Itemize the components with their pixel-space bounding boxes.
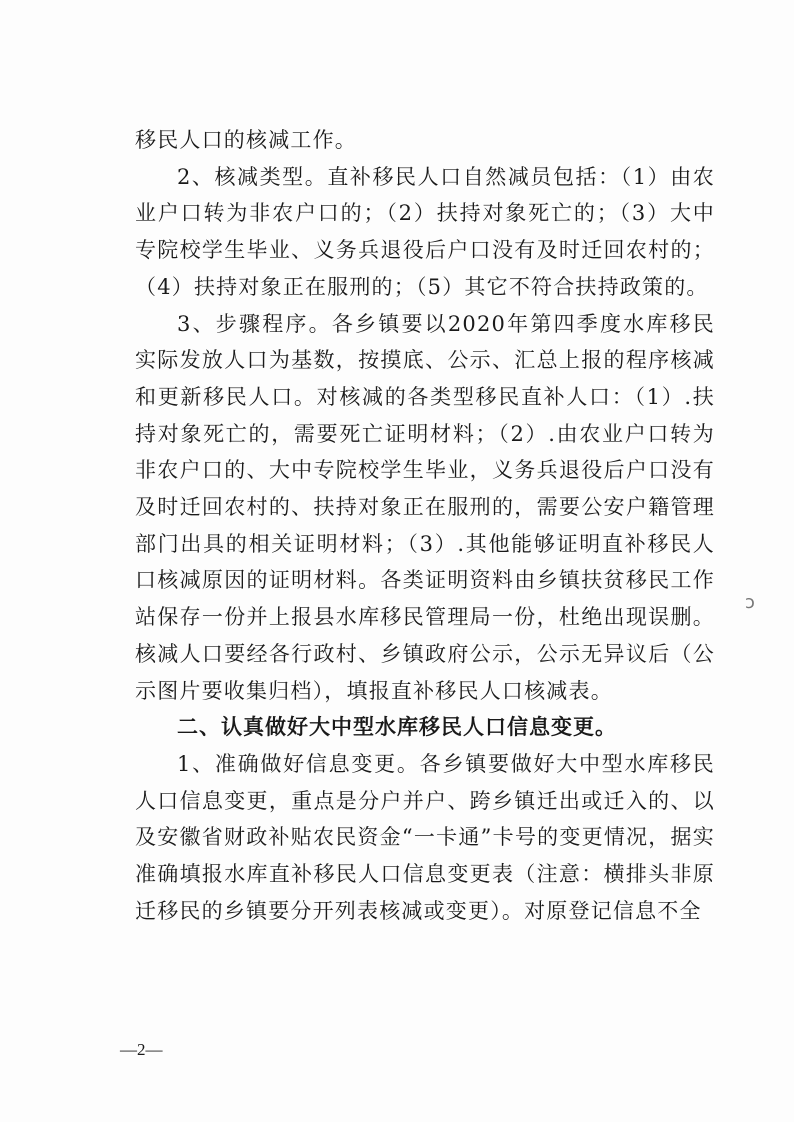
paragraph-reduction-types: 2、核减类型。直补移民人口自然减员包括：（1）由农业户口转为非农户口的；（2）扶持对象死亡的；（3）大中专院校学生毕业、义务兵退役后户口没有及时迁回农村的；（4）扶持对象正在服刑的；（5）其它不符合扶持政策的。 [135, 164, 715, 299]
paragraph-info-change: 1、准确做好信息变更。各乡镇要做好大中型水库移民人口信息变更，重点是分户并户、跨乡镇迁出或迁入的、以及安徽省财政补贴农民资金“一卡通”卡号的变更情况，据实准确填报水库直补移民人口信息变更表（注意：横排头非原迁移民的乡镇要分开列表核减或变更）。对原登记信息不全 [135, 751, 715, 923]
paragraph-procedure-steps: 3、步骤程序。各乡镇要以2020年第四季度水库移民实际发放人口为基数，按摸底、公示、汇总上报的程序核减和更新移民人口。对核减的各类型移民直补人口：（1）.扶持对象死亡的，需要死亡证明材料；（2）.由农业户口转为非农户口的、大中专院校学生毕业，义务兵退役后户口没有及时迁回农村的、扶持对象正在服刑的，需要公安户籍管理部门出具的相关证明材料；（3）.其他能够证明直补移民人口核减原因的证明材料。各类证明资料由乡镇扶贫移民工作站保存一份并上报县水库移民管理局一份，杜绝出现误删。核减人口要经各行政村、乡镇政府公示，公示无异议后（公示图片要收集归档），填报直补移民人口核减表。 [135, 311, 715, 703]
page-number: —2— [120, 1040, 163, 1059]
margin-mark: ɔ [745, 592, 755, 613]
section-heading: 二、认真做好大中型水库移民人口信息变更。 [177, 715, 617, 740]
document-body [135, 122, 715, 929]
paragraph-continuation: 移民人口的核减工作。 [135, 128, 357, 152]
